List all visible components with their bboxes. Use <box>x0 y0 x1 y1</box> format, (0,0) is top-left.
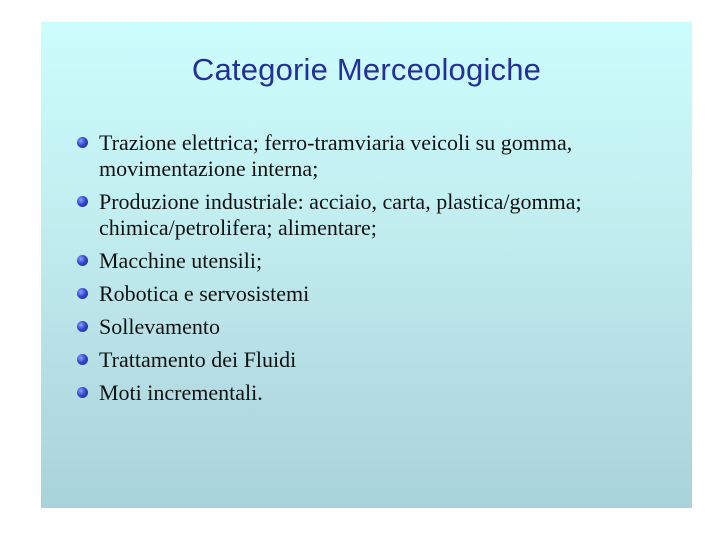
bullet-icon <box>77 255 88 266</box>
bullet-icon <box>77 137 88 148</box>
list-item-text: Trattamento dei Fluidi <box>99 347 297 372</box>
list-item-text: Robotica e servosistemi <box>99 281 310 306</box>
bullet-icon <box>77 321 88 332</box>
bullet-icon <box>77 196 88 207</box>
bullet-icon <box>77 288 88 299</box>
list-item <box>77 281 677 307</box>
list-item-text: Produzione industriale: acciaio, carta, plastica/gomma; chimica/petrolifera; alimentare; <box>99 189 582 240</box>
list-item-text: Moti incrementali. <box>99 380 263 405</box>
slide-title: Categorie Merceologiche <box>191 52 542 87</box>
list-item <box>77 248 677 274</box>
list-item-text: Sollevamento <box>99 314 220 339</box>
list-item <box>77 189 677 241</box>
list-item <box>77 380 677 406</box>
list-item <box>77 130 677 182</box>
list-item-text: Macchine utensili; <box>99 248 263 273</box>
bullet-list <box>77 130 677 413</box>
bullet-icon <box>77 387 88 398</box>
list-item <box>77 347 677 373</box>
list-item <box>77 314 677 340</box>
list-item-text: Trazione elettrica; ferro-tramviaria veicoli su gomma, movimentazione interna; <box>99 130 573 181</box>
bullet-icon <box>77 354 88 365</box>
slide <box>41 22 692 508</box>
